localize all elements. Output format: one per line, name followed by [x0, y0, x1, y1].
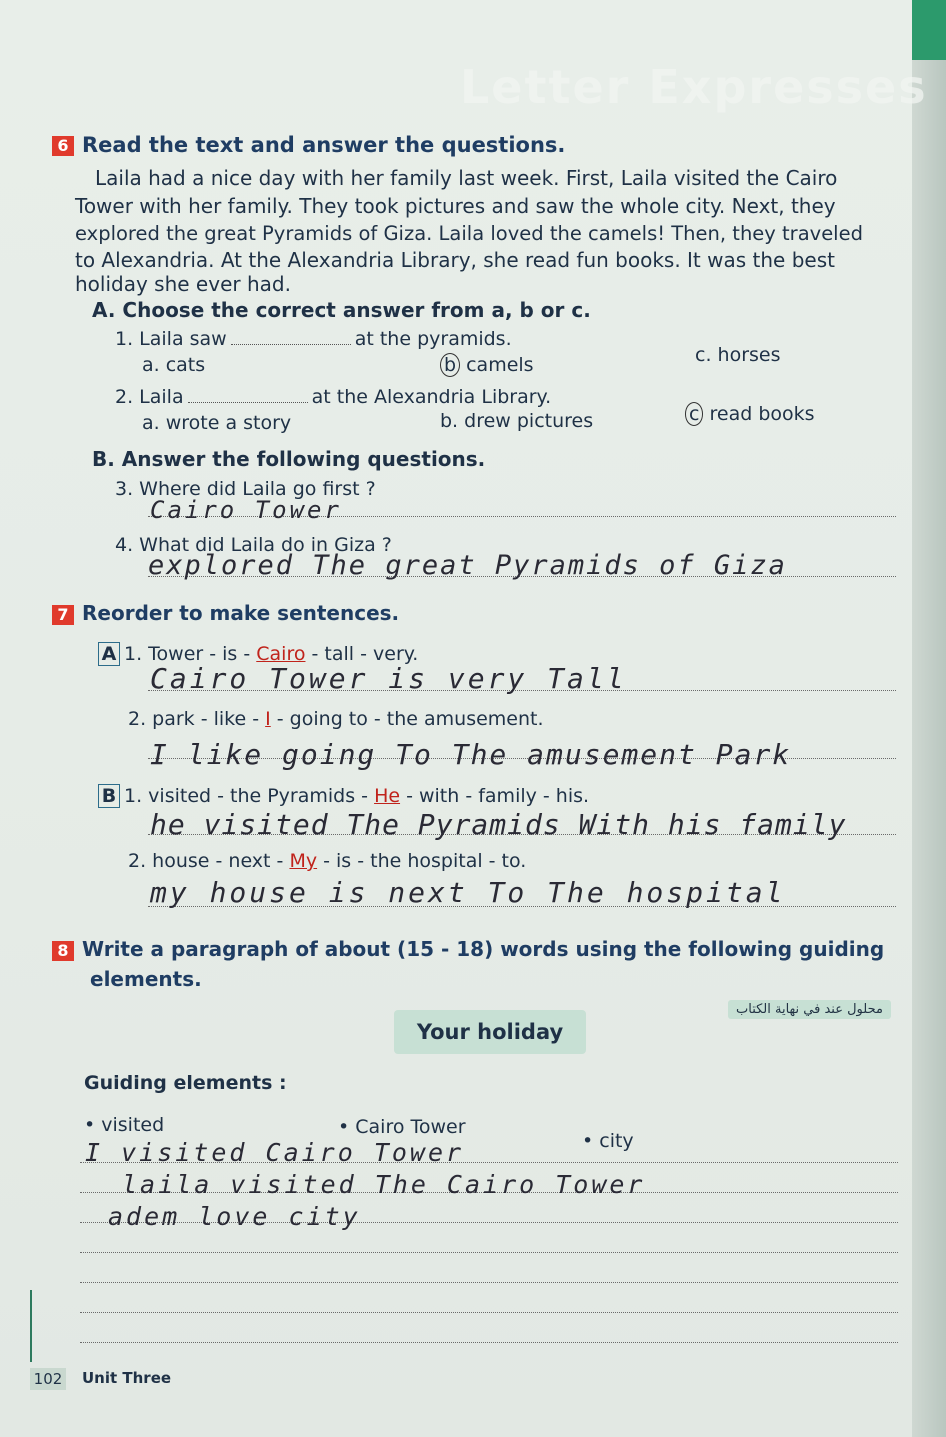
- guiding-label: Guiding elements :: [84, 1072, 287, 1094]
- guiding-element-1: • visited: [84, 1114, 165, 1136]
- ex7-number: 7: [52, 605, 74, 625]
- page-edge-tab: [912, 0, 946, 60]
- q4-question: 4. What did Laila do in Giza ?: [115, 534, 392, 556]
- ex8-heading: [52, 937, 884, 961]
- ex7-a2-post: - going to - the amusement.: [270, 708, 544, 730]
- q1-option-a[interactable]: a. cats: [142, 354, 206, 376]
- writing-line-6: [80, 1312, 898, 1313]
- paragraph-answer-2[interactable]: laila visited The Cairo Tower: [122, 1170, 646, 1199]
- q2-stem: [115, 386, 551, 408]
- ex7-b1-red: He: [374, 785, 401, 807]
- q1-option-b[interactable]: [440, 354, 534, 376]
- ex7-a2-answer[interactable]: I like going To The amusement Park: [150, 738, 792, 771]
- partA-title: A. Choose the correct answer from a, b or c.: [92, 298, 591, 322]
- topic-badge: Your holiday: [394, 1010, 586, 1054]
- ex7-b1-post: - with - family - his.: [400, 785, 590, 807]
- paragraph-answer-1[interactable]: I visited Cairo Tower: [85, 1138, 465, 1167]
- ex8-title-line1: Write a paragraph of about (15 - 18) words using the following guiding: [82, 937, 885, 961]
- ex7-a1-answer[interactable]: Cairo Tower is very Tall: [150, 662, 627, 695]
- guiding-element-2: • Cairo Tower: [338, 1116, 466, 1138]
- ex7-a2-red: I: [265, 708, 271, 730]
- ex7-b2-pre: 2. house - next -: [128, 850, 290, 872]
- q2-post: at the Alexandria Library.: [311, 386, 552, 408]
- passage-line-5: holiday she ever had.: [75, 272, 291, 296]
- ex7-a1-pre: 1. Tower - is -: [124, 643, 257, 665]
- q2-option-c-circle: c: [685, 402, 703, 426]
- arabic-tag: محلول عند في نهاية الكتاب: [728, 1000, 891, 1019]
- q1-post: at the pyramids.: [354, 328, 512, 350]
- q1-option-b-circle: b: [440, 353, 460, 377]
- ex7-a1-post: - tall - very.: [305, 643, 419, 665]
- margin-bracket: [30, 1290, 32, 1362]
- ex7-b1-answer[interactable]: he visited The Pyramids With his family: [150, 808, 847, 841]
- ex7-b2-post: - is - the hospital - to.: [317, 850, 527, 872]
- passage-line-3: explored the great Pyramids of Giza. Laila loved the camels! Then, they traveled: [75, 222, 863, 245]
- group-b-box: B: [98, 784, 120, 808]
- q2-option-c-text: read books: [709, 403, 815, 425]
- passage-line-1: Laila had a nice day with her family last week. First, Laila visited the Cairo: [95, 166, 838, 190]
- q3-answer[interactable]: Cairo Tower: [150, 496, 342, 524]
- ex7-heading: [52, 601, 399, 625]
- ex8-number: 8: [52, 941, 74, 961]
- passage-line-4: to Alexandria. At the Alexandria Library, she read fun books. It was the best: [75, 248, 835, 272]
- writing-line-4: [80, 1252, 898, 1253]
- group-a-box: A: [98, 642, 120, 666]
- paragraph-answer-3[interactable]: adem love city: [108, 1202, 361, 1231]
- writing-line-7: [80, 1342, 898, 1343]
- q2-pre: 2. Laila: [115, 386, 184, 408]
- guiding-element-1-text: visited: [101, 1114, 165, 1136]
- unit-label: Unit Three: [82, 1369, 172, 1387]
- q2-option-b[interactable]: b. drew pictures: [440, 410, 594, 432]
- ex7-a2-pre: 2. park - like -: [128, 708, 266, 730]
- page-edge: [912, 0, 946, 1437]
- ex7-b2: [128, 850, 526, 872]
- q1-blank[interactable]: [231, 330, 351, 345]
- q1-pre: 1. Laila saw: [115, 328, 227, 350]
- guiding-element-2-text: Cairo Tower: [355, 1116, 466, 1138]
- q1-option-c[interactable]: c. horses: [695, 344, 781, 366]
- ex7-b1-pre: 1. visited - the Pyramids -: [124, 785, 375, 807]
- q2-blank[interactable]: [188, 388, 308, 403]
- ex7-b2-red: My: [289, 850, 318, 872]
- page-number: 102: [30, 1368, 66, 1390]
- writing-line-5: [80, 1282, 898, 1283]
- guiding-element-3-text: city: [599, 1130, 634, 1152]
- ex7-b1: [98, 784, 589, 808]
- ex8-title-line2: elements.: [90, 967, 202, 991]
- ex7-a1-red: Cairo: [256, 643, 306, 665]
- partB-title: B. Answer the following questions.: [92, 447, 486, 471]
- q4-answer[interactable]: explored The great Pyramids of Giza: [148, 550, 787, 581]
- guiding-element-3: • city: [582, 1130, 634, 1152]
- q1-stem: [115, 328, 512, 350]
- ex6-title: Read the text and answer the questions.: [82, 133, 566, 157]
- ex6-heading: [52, 133, 565, 157]
- watermark: Letter Expresses: [460, 60, 928, 114]
- passage-line-2: Tower with her family. They took pictures and saw the whole city. Next, they: [75, 194, 836, 218]
- ex7-title: Reorder to make sentences.: [82, 601, 400, 625]
- q3-question: 3. Where did Laila go first ?: [115, 478, 376, 500]
- ex7-b2-answer[interactable]: my house is next To The hospital: [150, 876, 786, 909]
- ex6-number: 6: [52, 136, 74, 156]
- q1-option-b-text: camels: [466, 354, 534, 376]
- q2-option-a[interactable]: a. wrote a story: [142, 412, 292, 434]
- q2-option-c[interactable]: [685, 403, 815, 425]
- ex7-a2: [128, 708, 544, 730]
